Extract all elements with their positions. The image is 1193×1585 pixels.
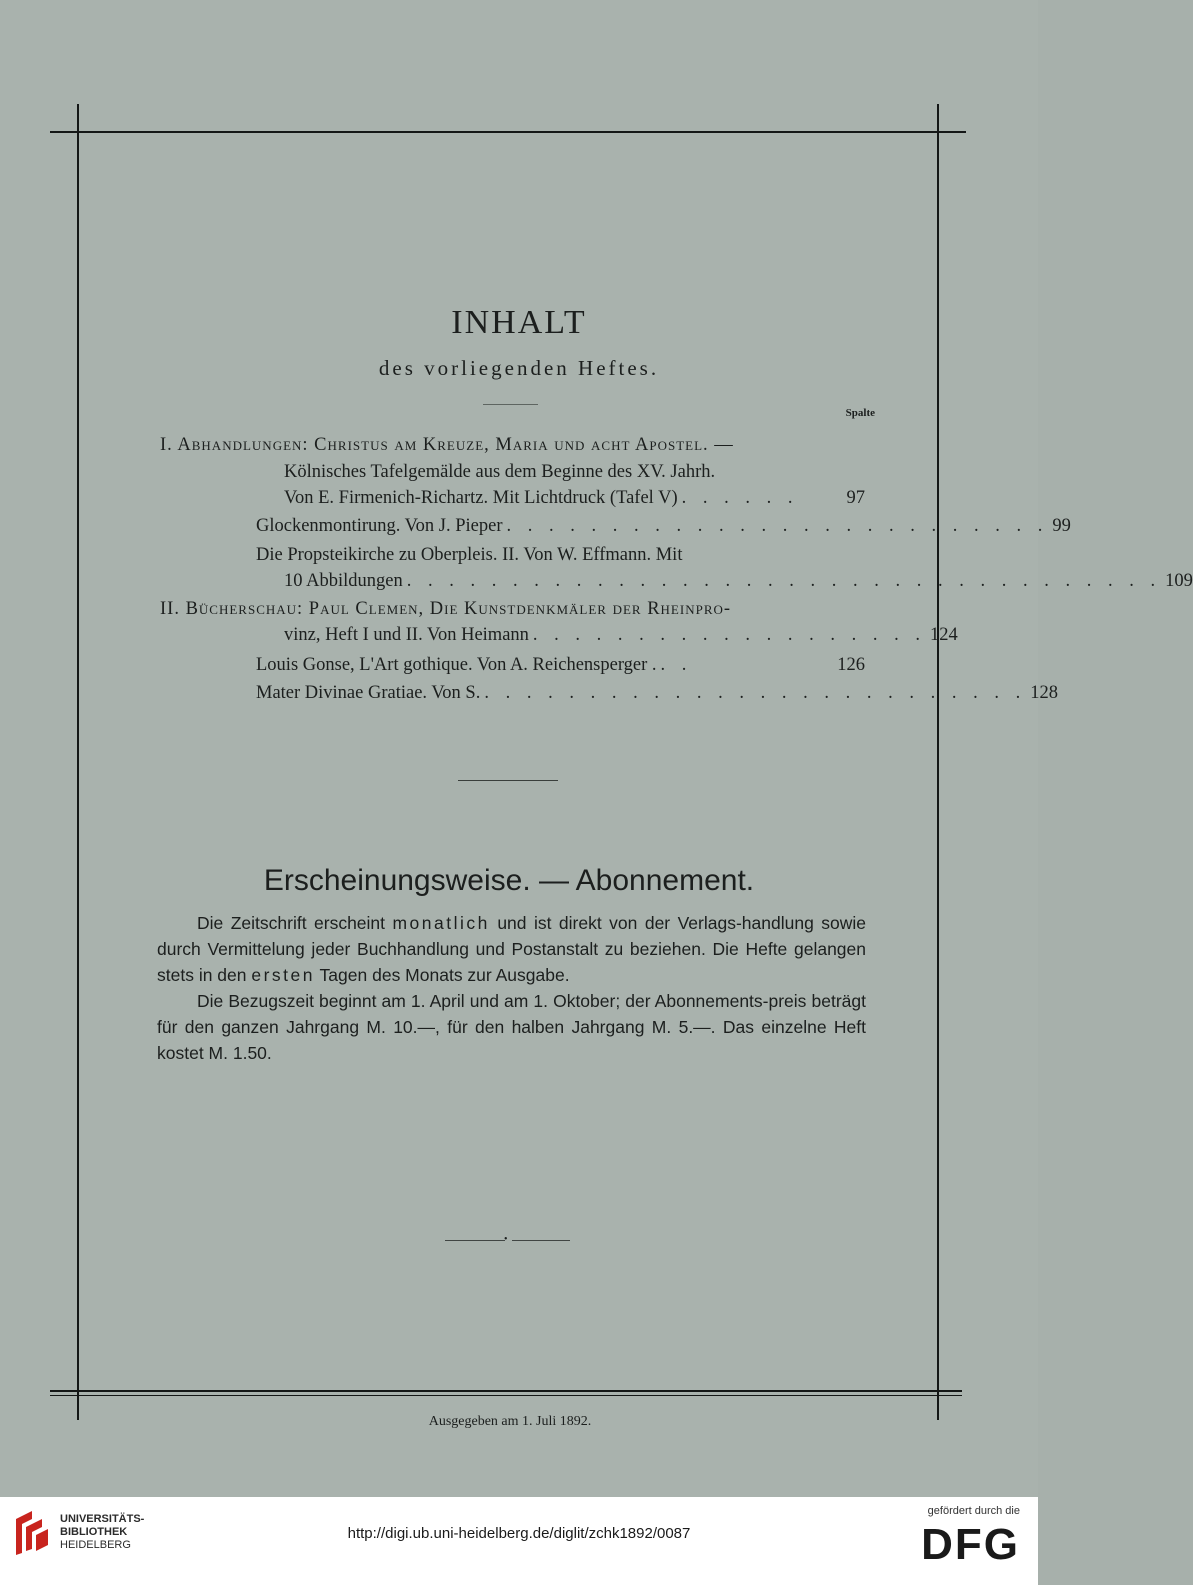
section-title: Erscheinungsweise. — Abonnement. — [263, 864, 755, 897]
toc-subtitle: des vorliegenden Heftes. — [378, 356, 660, 380]
toc-line-9-page: 126 — [837, 655, 865, 675]
leader-dots: . . . . . . . . . . . . . . . . . . . . . . . . . . — [484, 683, 1027, 703]
ornament-dot-icon: • — [504, 1234, 508, 1245]
ornament-rule-left — [445, 1240, 505, 1241]
toc-line-1-text: I. Abhandlungen: Christus am Kreuze, Maria und acht Apostel. — — [160, 435, 734, 455]
frame-bottom-rule — [50, 1390, 962, 1392]
p1-emphasis-ersten: ersten — [251, 965, 316, 985]
sponsor-note: gefördert durch die — [927, 1505, 1020, 1517]
dfg-logo-icon: DFG — [921, 1520, 1020, 1569]
toc-line-10 — [256, 680, 1058, 707]
subscription-text — [157, 910, 866, 1066]
toc-line-6 — [284, 568, 1193, 595]
toc-line-2 — [284, 459, 864, 486]
toc-line-4-text: Glockenmontirung. Von J. Pieper — [256, 516, 503, 536]
toc-line-3-text: Von E. Firmenich-Richartz. Mit Lichtdruck (Tafel V) — [284, 488, 678, 508]
toc-line-8-text: vinz, Heft I und II. Von Heimann — [284, 625, 529, 645]
column-label: Spalte — [845, 407, 875, 419]
toc-line-3 — [284, 485, 865, 512]
issue-date: Ausgegeben am 1. Juli 1892. — [428, 1414, 592, 1429]
toc-line-8 — [284, 622, 958, 649]
leader-dots: . . . . . . . . . . . . . . . . . . . — [532, 625, 927, 645]
toc-line-10-page: 128 — [1030, 683, 1058, 703]
toc-line-2-text: Kölnisches Tafelgemälde aus dem Beginne des XV. Jahrh. — [284, 462, 716, 482]
toc-title: INHALT — [451, 304, 587, 341]
leader-dots: . . — [660, 655, 693, 675]
leader-dots: . . . . . . . . . . . . . . . . . . . . . . . . . . — [506, 516, 1049, 536]
p1-part-e: Tagen des Monats zur Ausgabe. — [315, 965, 570, 985]
toc-line-5 — [256, 542, 836, 569]
toc-line-4-page: 99 — [1052, 516, 1071, 536]
toc-line-6-page: 109 — [1165, 571, 1193, 591]
frame-left-rule — [77, 104, 79, 1420]
paragraph-1 — [157, 910, 866, 988]
frame-right-rule — [937, 104, 939, 1420]
toc-line-10-text: Mater Divinae Gratiae. Von S. — [256, 683, 481, 703]
toc-line-7-text: II. Bücherschau: Paul Clemen, Die Kunstdenkmäler der Rheinpro- — [160, 599, 732, 619]
section-divider — [458, 780, 558, 781]
frame-top-rule — [50, 131, 966, 133]
toc-line-4 — [256, 513, 1071, 540]
toc-line-3-page: 97 — [846, 488, 865, 508]
footer-bar — [0, 1497, 1038, 1585]
permalink-url[interactable]: http://digi.ub.uni-heidelberg.de/diglit/zchk1892/0087 — [347, 1525, 691, 1542]
toc-line-6-text: 10 Abbildungen — [284, 571, 403, 591]
p1-emphasis-monatlich: monatlich — [392, 913, 490, 933]
frame-bottom-rule-thin — [50, 1395, 962, 1396]
leader-dots: . . . . . . . . . . . . . . . . . . . . . . . . . . . . . . . . . . . . — [406, 571, 1162, 591]
toc-line-7 — [160, 596, 840, 623]
p1-part-a: Die Zeitschrift erscheint — [197, 913, 393, 933]
library-name-line-3: HEIDELBERG — [60, 1539, 131, 1551]
p1-part-c: und ist direkt von der Verlags-handlung sowie durch Vermittelung jeder Buchhandlung und Postanstalt zu beziehen. Die Hefte gelangen stets in den — [157, 913, 866, 985]
leader-dots: . . . . . . — [681, 488, 799, 508]
ornament-rule-right — [512, 1240, 570, 1241]
library-name-line-2: BIBLIOTHEK — [60, 1526, 128, 1538]
title-divider — [483, 404, 538, 405]
toc-line-5-text: Die Propsteikirche zu Oberpleis. II. Von W. Effmann. Mit — [256, 545, 683, 565]
toc-line-8-page: 124 — [930, 625, 958, 645]
library-name-line-1: UNIVERSITÄTS- — [60, 1513, 145, 1525]
toc-line-9-text: Louis Gonse, L'Art gothique. Von A. Reichensperger . — [256, 655, 657, 675]
toc-line-9 — [256, 652, 865, 679]
toc-line-1 — [160, 432, 865, 459]
paragraph-2: Die Bezugszeit beginnt am 1. April und am 1. Oktober; der Abonnements-preis beträgt für den ganzen Jahrgang M. 10.—, für den halben Jahrgang M. 5.—. Das einzelne Heft kostet M. 1.50. — [157, 991, 866, 1063]
